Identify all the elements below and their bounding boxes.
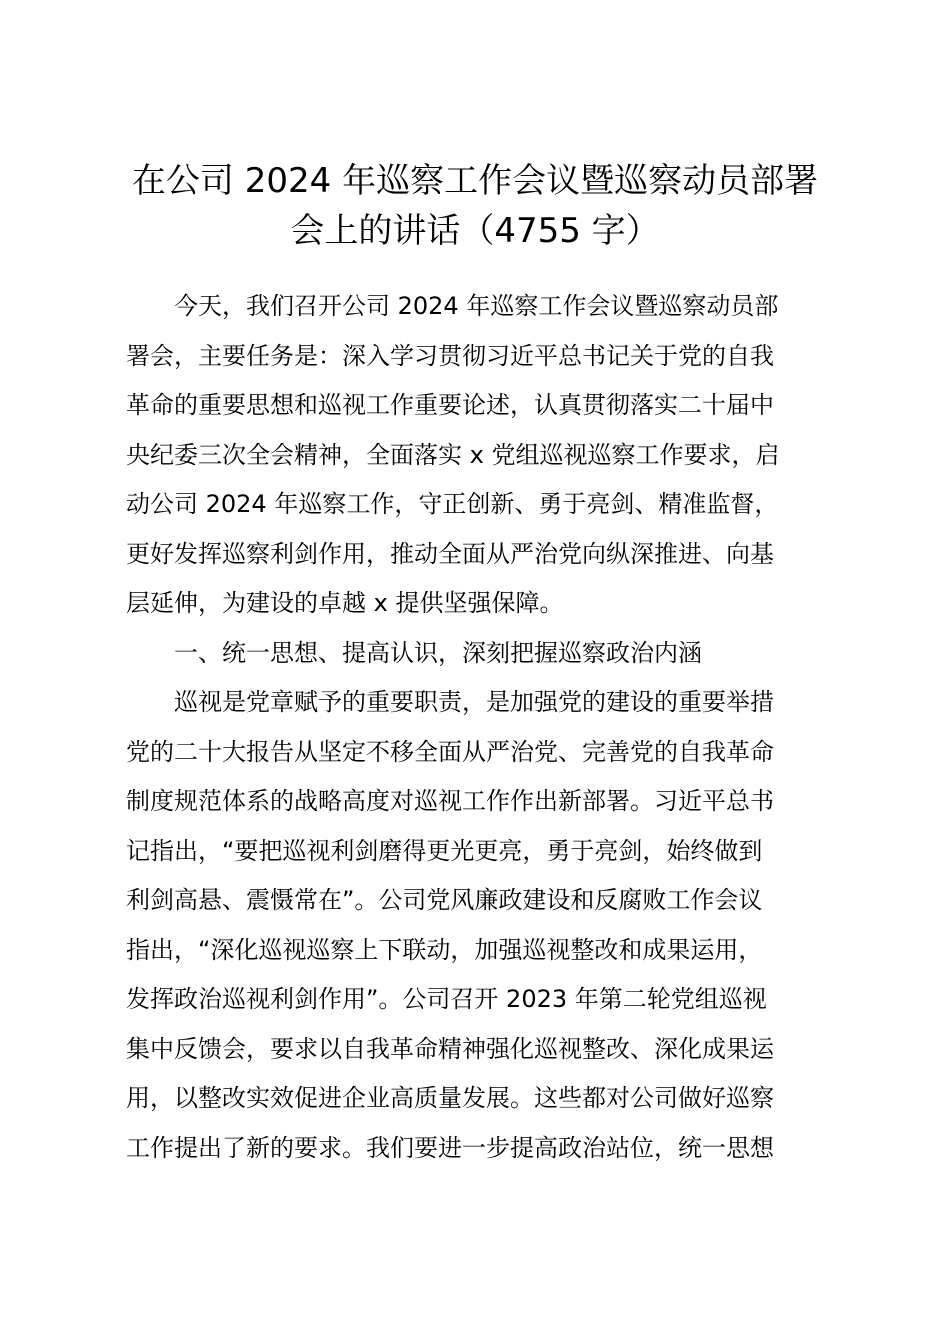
text-line: 央纪委三次全会精神，全面落实 x 党组巡视巡察工作要求，启 bbox=[126, 440, 780, 469]
text-line: 制度规范体系的战略高度对巡视工作作出新部署。习近平总书 bbox=[126, 787, 774, 815]
text-line: 指出，“深化巡视巡察上下联动，加强巡视整改和成果运用， bbox=[126, 935, 763, 964]
text-line: 今天，我们召开公司 2024 年巡察工作会议暨巡察动员部 bbox=[126, 292, 779, 320]
text-line: 动公司 2024 年巡察工作，守正创新、勇于亮剑、精准监督， bbox=[126, 490, 779, 518]
text-line: 工作提出了新的要求。我们要进一步提高政治站位，统一思想 bbox=[126, 1133, 774, 1162]
text-line: 利剑高悬、震慑常在”。公司党风廉政建设和反腐败工作会议 bbox=[126, 886, 763, 914]
text-line: 署会，主要任务是：深入学习贯彻习近平总书记关于党的自我 bbox=[126, 341, 774, 370]
text-line: 巡视是党章赋予的重要职责，是加强党的建设的重要举措 bbox=[126, 688, 774, 716]
text-line: 党的二十大报告从坚定不移全面从严治党、完善党的自我革命 bbox=[126, 737, 774, 766]
text-line: 用，以整改实效促进企业高质量发展。这些都对公司做好巡察 bbox=[126, 1084, 774, 1112]
intro-paragraph bbox=[126, 282, 836, 629]
text-line: 层延伸，为建设的卓越 x 提供坚强保障。 bbox=[126, 589, 564, 617]
section-heading-1: 一、统一思想、提高认识，深刻把握巡察政治内涵 bbox=[126, 638, 702, 667]
title-line-2: 会上的讲话（4755 字） bbox=[290, 211, 660, 251]
title-line-1: 在公司 2024 年巡察工作会议暨巡察动员部署 bbox=[131, 161, 819, 201]
text-line: 集中反馈会，要求以自我革命精神强化巡视整改、深化成果运 bbox=[126, 1034, 774, 1063]
text-line: 革命的重要思想和巡视工作重要论述，认真贯彻落实二十届中 bbox=[126, 391, 774, 419]
text-line: 发挥政治巡视利剑作用”。公司召开 2023 年第二轮党组巡视 bbox=[126, 985, 767, 1013]
text-line: 记指出，“要把巡视利剑磨得更光更亮，勇于亮剑，始终做到 bbox=[126, 836, 763, 865]
document-body bbox=[126, 282, 836, 1173]
section-1-paragraph bbox=[126, 678, 836, 1173]
text-line: 更好发挥巡察利剑作用，推动全面从严治党向纵深推进、向基 bbox=[126, 539, 774, 568]
document-title bbox=[110, 156, 840, 256]
